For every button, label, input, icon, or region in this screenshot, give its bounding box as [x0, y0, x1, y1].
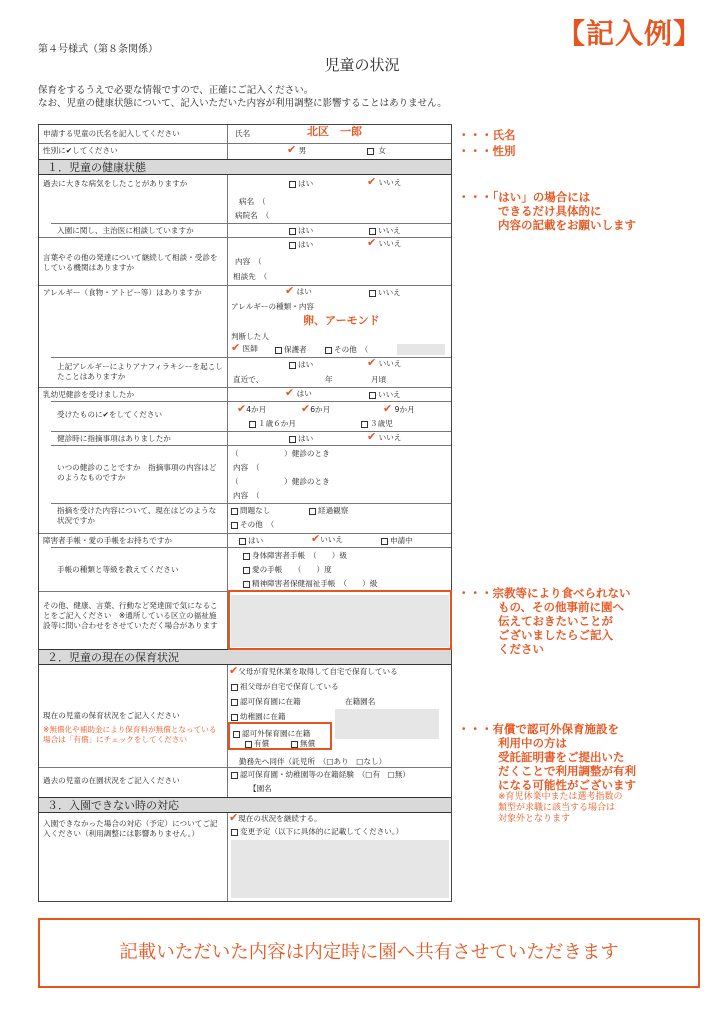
note-yes-detail: ・・・「はい」の場合には できるだけ具体的に 内容の記載をお願いします	[458, 190, 636, 232]
when-1: （ ）健診のとき	[231, 449, 330, 458]
when-content-2: 内容 （	[233, 491, 260, 500]
note-other-detail: ・・・宗教等により食べられない もの、その他事前に園へ 伝えておきたいことが ございましたらご記入 ください	[458, 586, 631, 656]
current-question: 指摘を受けた内容について、現在はどのような状況ですか	[57, 506, 217, 525]
allergy-value: 卵、アーモンド	[303, 314, 380, 327]
m4[interactable]: ✔4か月	[237, 402, 267, 415]
point-no[interactable]: ✔ いいえ	[367, 430, 402, 443]
judged-guardian[interactable]: 保護者	[275, 345, 307, 355]
care-school-name: 在籍園名	[345, 697, 376, 706]
anaph-no[interactable]: ✔ いいえ	[367, 356, 402, 369]
other-highlight	[228, 590, 452, 650]
y3[interactable]: ３歳児	[361, 419, 393, 429]
handbook-yes[interactable]: はい	[239, 536, 263, 546]
when-question: いつの健診のことですか 指摘事項の内容はどのようなものですか	[57, 463, 217, 482]
handbook-1[interactable]: 身体障害者手帳 （ ）級	[243, 551, 347, 561]
example-label: 【記入例】	[556, 17, 702, 50]
name-question: 申請する児童の氏名を記入してください	[43, 129, 180, 138]
recent-label: 直近で、	[233, 375, 264, 384]
handbook-3[interactable]: 精神障害者保健福祉手帳 （ ）級	[243, 579, 377, 589]
other-question: その他、健康、言葉、行動など発達面で気になることをご記入ください ※通所している区立の福祉施設等に問い合わせをさせていただく場合があります	[43, 601, 218, 630]
sex-female[interactable]: 女	[367, 146, 386, 156]
doctor-question: 入園に関し、主治医に相談していますか	[57, 226, 194, 235]
section-1-title: １．児童の健康状態	[39, 159, 451, 175]
anaph-yes[interactable]: はい	[289, 360, 313, 370]
consult-place: 相談先 （	[233, 272, 268, 281]
care-paid[interactable]: 有償	[245, 739, 269, 749]
judged-other[interactable]: その他 （	[325, 345, 368, 355]
consult-question: 言葉やその他の発達について継続して相談・受診をしている機関はありますか	[43, 253, 218, 272]
note-name: ・・・氏名	[458, 128, 516, 142]
page-title: 児童の状況	[324, 56, 400, 74]
when-content-1: 内容 （	[233, 463, 260, 472]
keep-option[interactable]: ✔現在の状況を継続する。	[229, 811, 322, 824]
care-option-3[interactable]: 認可保育園に在籍	[231, 697, 301, 707]
handbook-no[interactable]: ✔いいえ	[311, 532, 343, 545]
handbook-applying[interactable]: 申請中	[381, 536, 413, 546]
intro-text	[38, 84, 447, 110]
care-free[interactable]: 無償	[291, 739, 315, 749]
cannot-question: 入園できなかった場合の対応（予定）についてご記入ください（利用調整には影響ありません。）	[43, 819, 218, 838]
allergy-kind-label: アレルギーの種類・内容	[231, 302, 315, 311]
allergy-yes[interactable]: ✔ はい	[285, 284, 312, 297]
section-2-title: ２．児童の現在の保育状況	[39, 649, 451, 665]
anaphylaxis-question: 上記アレルギーによりアナフィラキシーを起こしたことはありますか	[57, 362, 223, 381]
point-question: 健診時に指摘事項はありましたか	[57, 434, 171, 443]
judged-label: 判断した人	[231, 332, 269, 341]
m6[interactable]: ✔6か月	[301, 402, 331, 415]
care-option-1[interactable]: ✔父母が育児休業を取得して自宅で保育している	[229, 664, 398, 677]
change-option[interactable]: 変更予定（以下に具体的に記載してください。）	[231, 827, 403, 837]
handbook-2[interactable]: 愛の手帳 （ ）度	[243, 565, 332, 575]
allergy-question: アレルギー（食物・アトピー等）はありますか	[43, 288, 202, 297]
care-option-6[interactable]: 勤務先へ同伴（託児所 （□あり □なし）	[239, 757, 387, 766]
care-option-2[interactable]: 祖父母が自宅で保育している	[231, 682, 339, 692]
m9[interactable]: ✔ 9か月	[383, 402, 415, 415]
past-question: 過去の児童の在園状況をご記入ください	[43, 776, 180, 785]
footer-notice: 記載いただいた内容は内定時に園へ共有させていただきます	[38, 918, 700, 988]
checkup-question: 乳幼児健診を受けましたか	[43, 390, 135, 399]
care-option-4[interactable]: 幼稚園に在籍	[231, 712, 286, 722]
care-question: 現在の児童の保育状況をご記入ください	[43, 711, 180, 720]
checkup-yes[interactable]: ✔ はい	[285, 386, 312, 399]
form-number: 第４号様式（第８条関係）	[38, 44, 158, 55]
illness-yes[interactable]: はい	[289, 179, 313, 189]
illness-no[interactable]: ✔ いいえ	[367, 175, 402, 188]
month-label: 月頃	[371, 375, 387, 384]
note-sex: ・・・性別	[458, 144, 516, 158]
doctor-yes[interactable]: はい	[289, 226, 313, 236]
sex-male[interactable]: ✔ 男	[287, 143, 307, 156]
kind-question: 手帳の種類と等級を教えてください	[57, 565, 179, 574]
checkup-no[interactable]: いいえ	[369, 390, 401, 400]
intro-line-2: なお、児童の健康状態について、記入いただいた内容が利用調整に影響することはありません。	[38, 98, 447, 109]
handbook-question: 障害者手帳・愛の手帳をお持ちですか	[43, 536, 173, 545]
observe[interactable]: 経過観察	[309, 506, 348, 516]
judged-doctor[interactable]: ✔ 医師	[231, 341, 258, 354]
doctor-no[interactable]: いいえ	[369, 226, 401, 236]
when-2: （ ）健診のとき	[231, 477, 330, 486]
sex-question: 性別に✔してください	[43, 146, 118, 155]
hospital-label: 病院名 （	[235, 211, 270, 220]
name-label: 氏名	[235, 129, 251, 138]
disease-label: 病名 （	[239, 197, 266, 206]
year-label: 年	[325, 375, 333, 384]
intro-line-1: 保育をするうえで必要な情報ですので、正確にご記入ください。	[38, 85, 314, 96]
section-3-title: ３．入園できない時の対応	[39, 797, 451, 813]
received-question: 受けたものに✔をしてください	[57, 410, 163, 419]
consult-no[interactable]: ✔ いいえ	[367, 236, 402, 249]
past-experience[interactable]: 認可保育園・幼稚園等の在籍経験 （□有 □無）	[231, 770, 410, 780]
form-table	[38, 124, 452, 902]
y1-6[interactable]: １歳６か月	[249, 419, 296, 429]
name-value: 北区 一郎	[307, 125, 362, 138]
other-status[interactable]: その他 （	[231, 520, 274, 530]
care-note: ※無償化や補助金により保育料が無償となっている場合は「有償」にチェックをしてください	[43, 725, 217, 744]
no-problem[interactable]: 問題なし	[231, 506, 270, 516]
consult-content: 内容 （	[235, 257, 262, 266]
allergy-no[interactable]: いいえ	[369, 288, 401, 298]
past-school: 【園名	[249, 784, 272, 793]
note-paid-detail: ・・・有償で認可外保育施設を 利用中の方は 受託証明書をご提出いた だくことで利用調整が有利 になる可能性がございます ※育児休業中または選考指数の 類型が求職に該当する場合は 対象外となります	[458, 722, 636, 824]
illness-question: 過去に大きな病気をしたことがありますか	[43, 179, 188, 188]
paid-highlight	[228, 722, 332, 750]
care-option-5[interactable]: 認可外保育園に在籍	[233, 729, 310, 739]
point-yes[interactable]: はい	[289, 434, 313, 444]
consult-yes[interactable]: はい	[289, 240, 313, 250]
